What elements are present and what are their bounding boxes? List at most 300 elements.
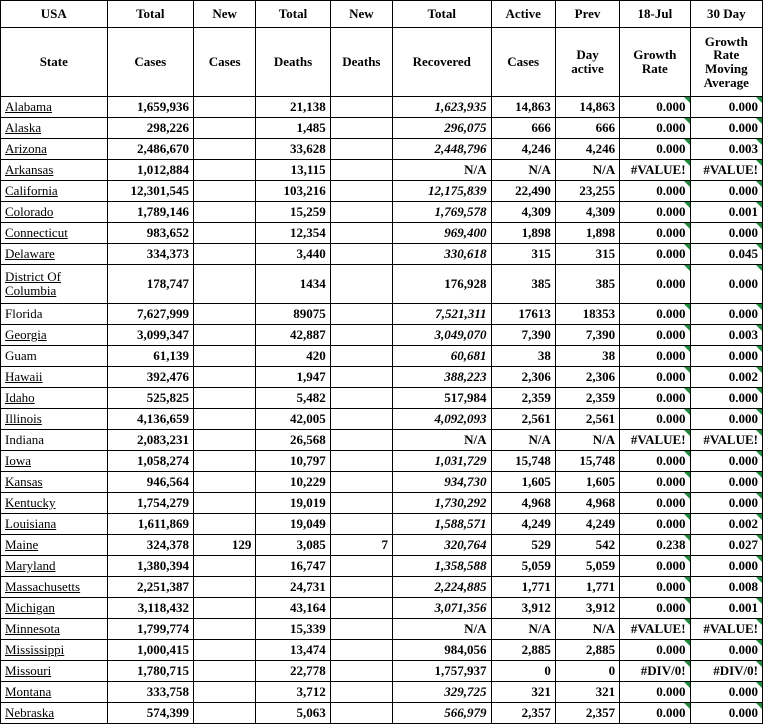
row-growth-rate[interactable]: 0.000 [620, 451, 690, 472]
row-growth-moving-avg[interactable]: 0.000 [690, 346, 762, 367]
row-growth-moving-avg[interactable]: 0.000 [690, 409, 762, 430]
row-recovered[interactable]: 1,769,578 [393, 202, 492, 223]
row-growth-rate[interactable]: 0.000 [620, 577, 690, 598]
row-total-deaths[interactable]: 10,229 [256, 472, 330, 493]
row-new-deaths[interactable] [330, 514, 392, 535]
row-total-cases[interactable]: 1,659,936 [107, 97, 193, 118]
row-total-cases[interactable]: 2,251,387 [107, 577, 193, 598]
row-recovered[interactable]: 296,075 [393, 118, 492, 139]
row-growth-moving-avg[interactable]: 0.000 [690, 451, 762, 472]
row-prev-day-active[interactable]: 4,249 [555, 514, 619, 535]
row-recovered[interactable]: 1,730,292 [393, 493, 492, 514]
row-prev-day-active[interactable]: 7,390 [555, 325, 619, 346]
row-growth-rate[interactable]: 0.000 [620, 367, 690, 388]
row-growth-rate[interactable]: 0.000 [620, 640, 690, 661]
table-row[interactable] [1, 409, 763, 430]
row-new-deaths[interactable] [330, 388, 392, 409]
row-total-cases[interactable]: 1,611,869 [107, 514, 193, 535]
row-new-cases[interactable] [194, 661, 256, 682]
row-total-deaths[interactable]: 16,747 [256, 556, 330, 577]
row-recovered[interactable]: 934,730 [393, 472, 492, 493]
row-prev-day-active[interactable]: 15,748 [555, 451, 619, 472]
row-total-deaths[interactable]: 15,259 [256, 202, 330, 223]
row-active-cases[interactable]: 7,390 [491, 325, 555, 346]
row-total-cases[interactable]: 12,301,545 [107, 181, 193, 202]
row-active-cases[interactable]: 1,605 [491, 472, 555, 493]
row-state-name[interactable] [1, 451, 108, 472]
row-total-cases[interactable]: 1,789,146 [107, 202, 193, 223]
row-growth-moving-avg[interactable]: #VALUE! [690, 430, 762, 451]
row-total-cases[interactable]: 178,747 [107, 265, 193, 304]
row-new-deaths[interactable] [330, 409, 392, 430]
row-growth-moving-avg[interactable]: 0.001 [690, 598, 762, 619]
row-new-deaths[interactable] [330, 346, 392, 367]
row-new-cases[interactable] [194, 223, 256, 244]
row-state-name[interactable] [1, 619, 108, 640]
row-new-cases[interactable] [194, 640, 256, 661]
row-prev-day-active[interactable]: 2,885 [555, 640, 619, 661]
row-new-cases[interactable] [194, 118, 256, 139]
row-new-cases[interactable] [194, 367, 256, 388]
row-total-deaths[interactable]: 42,005 [256, 409, 330, 430]
row-growth-moving-avg[interactable]: 0.003 [690, 139, 762, 160]
row-prev-day-active[interactable]: 1,605 [555, 472, 619, 493]
row-state-name[interactable] [1, 430, 108, 451]
row-total-cases[interactable]: 298,226 [107, 118, 193, 139]
row-recovered[interactable]: 388,223 [393, 367, 492, 388]
table-row[interactable] [1, 325, 763, 346]
row-growth-rate[interactable]: 0.000 [620, 325, 690, 346]
row-new-cases[interactable] [194, 451, 256, 472]
row-state-name[interactable] [1, 640, 108, 661]
row-recovered[interactable]: 517,984 [393, 388, 492, 409]
row-active-cases[interactable]: 315 [491, 244, 555, 265]
row-growth-moving-avg[interactable]: 0.000 [690, 682, 762, 703]
row-new-cases[interactable] [194, 202, 256, 223]
row-growth-moving-avg[interactable]: 0.000 [690, 388, 762, 409]
row-recovered[interactable]: 7,521,311 [393, 304, 492, 325]
row-prev-day-active[interactable]: 4,968 [555, 493, 619, 514]
row-new-cases[interactable] [194, 703, 256, 724]
row-prev-day-active[interactable]: 38 [555, 346, 619, 367]
row-growth-rate[interactable]: 0.000 [620, 556, 690, 577]
row-growth-moving-avg[interactable]: 0.000 [690, 181, 762, 202]
row-growth-rate[interactable]: 0.000 [620, 346, 690, 367]
row-new-cases[interactable] [194, 181, 256, 202]
row-prev-day-active[interactable]: 4,309 [555, 202, 619, 223]
row-recovered[interactable]: 1,358,588 [393, 556, 492, 577]
row-total-deaths[interactable]: 5,063 [256, 703, 330, 724]
row-total-deaths[interactable]: 43,164 [256, 598, 330, 619]
row-growth-moving-avg[interactable]: 0.000 [690, 556, 762, 577]
row-growth-moving-avg[interactable]: 0.002 [690, 514, 762, 535]
row-growth-rate[interactable]: 0.000 [620, 703, 690, 724]
row-prev-day-active[interactable]: 666 [555, 118, 619, 139]
row-total-cases[interactable]: 61,139 [107, 346, 193, 367]
row-prev-day-active[interactable]: 3,912 [555, 598, 619, 619]
row-state-name[interactable] [1, 223, 108, 244]
row-active-cases[interactable]: 321 [491, 682, 555, 703]
row-total-deaths[interactable]: 1,947 [256, 367, 330, 388]
row-total-cases[interactable]: 1,754,279 [107, 493, 193, 514]
table-row[interactable] [1, 472, 763, 493]
row-growth-rate[interactable]: 0.000 [620, 97, 690, 118]
row-prev-day-active[interactable]: 385 [555, 265, 619, 304]
row-prev-day-active[interactable]: 5,059 [555, 556, 619, 577]
row-growth-moving-avg[interactable]: 0.045 [690, 244, 762, 265]
row-new-cases[interactable] [194, 304, 256, 325]
row-active-cases[interactable]: N/A [491, 430, 555, 451]
row-recovered[interactable]: 1,588,571 [393, 514, 492, 535]
row-total-cases[interactable]: 2,486,670 [107, 139, 193, 160]
row-growth-moving-avg[interactable]: 0.002 [690, 367, 762, 388]
row-total-cases[interactable]: 334,373 [107, 244, 193, 265]
row-new-deaths[interactable] [330, 304, 392, 325]
row-total-cases[interactable]: 3,099,347 [107, 325, 193, 346]
row-recovered[interactable]: 2,224,885 [393, 577, 492, 598]
row-growth-moving-avg[interactable]: 0.000 [690, 265, 762, 304]
row-active-cases[interactable]: 4,249 [491, 514, 555, 535]
row-active-cases[interactable]: 2,885 [491, 640, 555, 661]
row-active-cases[interactable]: 2,359 [491, 388, 555, 409]
row-new-deaths[interactable] [330, 181, 392, 202]
row-total-deaths[interactable]: 22,778 [256, 661, 330, 682]
row-new-cases[interactable] [194, 160, 256, 181]
row-growth-moving-avg[interactable]: 0.000 [690, 472, 762, 493]
row-total-cases[interactable]: 3,118,432 [107, 598, 193, 619]
row-state-name[interactable] [1, 577, 108, 598]
table-row[interactable] [1, 493, 763, 514]
row-state-name[interactable] [1, 388, 108, 409]
row-prev-day-active[interactable]: 2,359 [555, 388, 619, 409]
row-growth-moving-avg[interactable]: #VALUE! [690, 160, 762, 181]
row-total-cases[interactable]: 1,012,884 [107, 160, 193, 181]
row-state-name[interactable] [1, 703, 108, 724]
row-new-cases[interactable]: 129 [194, 535, 256, 556]
row-recovered[interactable]: 60,681 [393, 346, 492, 367]
row-recovered[interactable]: 566,979 [393, 703, 492, 724]
row-total-deaths[interactable]: 13,115 [256, 160, 330, 181]
row-growth-moving-avg[interactable]: 0.027 [690, 535, 762, 556]
row-total-deaths[interactable]: 5,482 [256, 388, 330, 409]
row-new-cases[interactable] [194, 577, 256, 598]
row-total-deaths[interactable]: 19,019 [256, 493, 330, 514]
row-recovered[interactable]: 3,049,070 [393, 325, 492, 346]
row-active-cases[interactable]: N/A [491, 619, 555, 640]
row-state-name[interactable] [1, 514, 108, 535]
row-active-cases[interactable]: 15,748 [491, 451, 555, 472]
row-active-cases[interactable]: 2,561 [491, 409, 555, 430]
row-recovered[interactable]: 984,056 [393, 640, 492, 661]
row-new-cases[interactable] [194, 139, 256, 160]
row-prev-day-active[interactable]: N/A [555, 619, 619, 640]
table-row[interactable] [1, 181, 763, 202]
row-active-cases[interactable]: 4,968 [491, 493, 555, 514]
row-new-cases[interactable] [194, 97, 256, 118]
row-total-deaths[interactable]: 42,887 [256, 325, 330, 346]
row-growth-moving-avg[interactable]: 0.000 [690, 97, 762, 118]
row-new-deaths[interactable] [330, 598, 392, 619]
row-state-name[interactable] [1, 325, 108, 346]
row-recovered[interactable]: 969,400 [393, 223, 492, 244]
row-growth-rate[interactable]: 0.000 [620, 472, 690, 493]
row-prev-day-active[interactable]: 315 [555, 244, 619, 265]
row-new-deaths[interactable] [330, 244, 392, 265]
row-total-deaths[interactable]: 420 [256, 346, 330, 367]
row-prev-day-active[interactable]: N/A [555, 430, 619, 451]
row-total-deaths[interactable]: 12,354 [256, 223, 330, 244]
row-recovered[interactable]: 1,757,937 [393, 661, 492, 682]
row-total-deaths[interactable]: 1434 [256, 265, 330, 304]
row-growth-rate[interactable]: 0.000 [620, 304, 690, 325]
row-growth-rate[interactable]: 0.000 [620, 265, 690, 304]
row-total-cases[interactable]: 7,627,999 [107, 304, 193, 325]
row-total-cases[interactable]: 324,378 [107, 535, 193, 556]
row-new-deaths[interactable] [330, 619, 392, 640]
table-row[interactable] [1, 619, 763, 640]
row-recovered[interactable]: 1,623,935 [393, 97, 492, 118]
row-total-cases[interactable]: 946,564 [107, 472, 193, 493]
table-row[interactable] [1, 640, 763, 661]
table-row[interactable] [1, 223, 763, 244]
row-state-name[interactable] [1, 97, 108, 118]
row-state-name[interactable] [1, 472, 108, 493]
row-state-name[interactable] [1, 661, 108, 682]
row-growth-moving-avg[interactable]: 0.008 [690, 577, 762, 598]
row-new-cases[interactable] [194, 430, 256, 451]
row-recovered[interactable]: 329,725 [393, 682, 492, 703]
row-prev-day-active[interactable]: 18353 [555, 304, 619, 325]
row-growth-rate[interactable]: 0.000 [620, 514, 690, 535]
row-active-cases[interactable]: 385 [491, 265, 555, 304]
row-total-deaths[interactable]: 26,568 [256, 430, 330, 451]
row-new-cases[interactable] [194, 598, 256, 619]
row-state-name[interactable] [1, 598, 108, 619]
row-growth-moving-avg[interactable]: #DIV/0! [690, 661, 762, 682]
row-new-deaths[interactable] [330, 556, 392, 577]
row-state-name[interactable] [1, 304, 108, 325]
row-new-cases[interactable] [194, 493, 256, 514]
row-new-deaths[interactable] [330, 682, 392, 703]
table-row[interactable] [1, 661, 763, 682]
row-new-deaths[interactable] [330, 577, 392, 598]
row-recovered[interactable]: 176,928 [393, 265, 492, 304]
row-new-cases[interactable] [194, 619, 256, 640]
table-row[interactable] [1, 556, 763, 577]
row-total-cases[interactable]: 1,780,715 [107, 661, 193, 682]
row-total-deaths[interactable]: 10,797 [256, 451, 330, 472]
row-prev-day-active[interactable]: 23,255 [555, 181, 619, 202]
row-prev-day-active[interactable]: 542 [555, 535, 619, 556]
row-active-cases[interactable]: 5,059 [491, 556, 555, 577]
row-total-deaths[interactable]: 3,085 [256, 535, 330, 556]
row-new-cases[interactable] [194, 514, 256, 535]
row-total-cases[interactable]: 1,058,274 [107, 451, 193, 472]
table-row[interactable] [1, 304, 763, 325]
row-state-name[interactable] [1, 409, 108, 430]
row-active-cases[interactable]: 2,306 [491, 367, 555, 388]
table-row[interactable] [1, 139, 763, 160]
row-new-cases[interactable] [194, 472, 256, 493]
row-growth-moving-avg[interactable]: 0.000 [690, 703, 762, 724]
row-state-name[interactable] [1, 118, 108, 139]
table-row[interactable] [1, 682, 763, 703]
row-new-deaths[interactable] [330, 703, 392, 724]
row-growth-rate[interactable]: #VALUE! [620, 160, 690, 181]
row-prev-day-active[interactable]: 4,246 [555, 139, 619, 160]
row-state-name[interactable] [1, 202, 108, 223]
row-total-deaths[interactable]: 3,712 [256, 682, 330, 703]
row-new-deaths[interactable] [330, 472, 392, 493]
row-growth-moving-avg[interactable]: 0.000 [690, 223, 762, 244]
row-total-cases[interactable]: 525,825 [107, 388, 193, 409]
row-growth-rate[interactable]: 0.000 [620, 493, 690, 514]
row-recovered[interactable]: 3,071,356 [393, 598, 492, 619]
row-growth-rate[interactable]: #VALUE! [620, 430, 690, 451]
row-total-cases[interactable]: 4,136,659 [107, 409, 193, 430]
row-growth-rate[interactable]: 0.000 [620, 598, 690, 619]
row-prev-day-active[interactable]: 2,306 [555, 367, 619, 388]
row-state-name[interactable] [1, 367, 108, 388]
row-total-deaths[interactable]: 15,339 [256, 619, 330, 640]
row-active-cases[interactable]: N/A [491, 160, 555, 181]
row-recovered[interactable]: 2,448,796 [393, 139, 492, 160]
row-new-deaths[interactable] [330, 202, 392, 223]
row-active-cases[interactable]: 22,490 [491, 181, 555, 202]
row-total-cases[interactable]: 1,380,394 [107, 556, 193, 577]
row-recovered[interactable]: N/A [393, 619, 492, 640]
row-total-deaths[interactable]: 103,216 [256, 181, 330, 202]
row-active-cases[interactable]: 17613 [491, 304, 555, 325]
row-growth-moving-avg[interactable]: 0.001 [690, 202, 762, 223]
table-row[interactable] [1, 388, 763, 409]
row-growth-moving-avg[interactable]: 0.000 [690, 640, 762, 661]
row-total-cases[interactable]: 333,758 [107, 682, 193, 703]
row-new-deaths[interactable] [330, 493, 392, 514]
row-new-deaths[interactable]: 7 [330, 535, 392, 556]
table-row[interactable] [1, 535, 763, 556]
row-growth-rate[interactable]: 0.238 [620, 535, 690, 556]
row-prev-day-active[interactable]: 0 [555, 661, 619, 682]
row-growth-moving-avg[interactable]: 0.003 [690, 325, 762, 346]
row-active-cases[interactable]: 14,863 [491, 97, 555, 118]
row-state-name[interactable] [1, 682, 108, 703]
table-row[interactable] [1, 118, 763, 139]
row-new-deaths[interactable] [330, 223, 392, 244]
table-row[interactable] [1, 160, 763, 181]
row-total-cases[interactable]: 983,652 [107, 223, 193, 244]
row-new-deaths[interactable] [330, 367, 392, 388]
table-row[interactable] [1, 367, 763, 388]
table-row[interactable] [1, 430, 763, 451]
row-recovered[interactable]: 12,175,839 [393, 181, 492, 202]
row-prev-day-active[interactable]: 2,561 [555, 409, 619, 430]
row-active-cases[interactable]: 0 [491, 661, 555, 682]
row-new-deaths[interactable] [330, 97, 392, 118]
row-new-cases[interactable] [194, 556, 256, 577]
row-new-deaths[interactable] [330, 430, 392, 451]
table-row[interactable] [1, 451, 763, 472]
table-row[interactable] [1, 598, 763, 619]
row-total-deaths[interactable]: 24,731 [256, 577, 330, 598]
row-state-name[interactable] [1, 535, 108, 556]
row-total-cases[interactable]: 392,476 [107, 367, 193, 388]
row-prev-day-active[interactable]: 1,771 [555, 577, 619, 598]
table-row[interactable] [1, 346, 763, 367]
table-row[interactable] [1, 577, 763, 598]
row-total-deaths[interactable]: 19,049 [256, 514, 330, 535]
row-state-name[interactable] [1, 139, 108, 160]
row-total-cases[interactable]: 1,799,774 [107, 619, 193, 640]
row-active-cases[interactable]: 2,357 [491, 703, 555, 724]
row-new-deaths[interactable] [330, 118, 392, 139]
row-active-cases[interactable]: 4,246 [491, 139, 555, 160]
row-new-deaths[interactable] [330, 265, 392, 304]
row-new-deaths[interactable] [330, 451, 392, 472]
row-growth-moving-avg[interactable]: #VALUE! [690, 619, 762, 640]
row-recovered[interactable]: N/A [393, 160, 492, 181]
row-recovered[interactable]: 4,092,093 [393, 409, 492, 430]
row-new-cases[interactable] [194, 346, 256, 367]
row-active-cases[interactable]: 4,309 [491, 202, 555, 223]
table-row[interactable] [1, 97, 763, 118]
row-state-name[interactable] [1, 346, 108, 367]
row-total-deaths[interactable]: 89075 [256, 304, 330, 325]
row-recovered[interactable]: N/A [393, 430, 492, 451]
row-growth-rate[interactable]: 0.000 [620, 682, 690, 703]
row-growth-rate[interactable]: #VALUE! [620, 619, 690, 640]
row-total-deaths[interactable]: 1,485 [256, 118, 330, 139]
row-total-deaths[interactable]: 3,440 [256, 244, 330, 265]
row-state-name[interactable] [1, 181, 108, 202]
row-growth-rate[interactable]: 0.000 [620, 388, 690, 409]
row-state-name[interactable] [1, 160, 108, 181]
row-total-deaths[interactable]: 21,138 [256, 97, 330, 118]
row-prev-day-active[interactable]: 14,863 [555, 97, 619, 118]
row-growth-rate[interactable]: 0.000 [620, 118, 690, 139]
table-row[interactable] [1, 265, 763, 304]
row-total-cases[interactable]: 574,399 [107, 703, 193, 724]
row-growth-rate[interactable]: #DIV/0! [620, 661, 690, 682]
row-active-cases[interactable]: 1,898 [491, 223, 555, 244]
row-growth-moving-avg[interactable]: 0.000 [690, 118, 762, 139]
table-row[interactable] [1, 703, 763, 724]
row-prev-day-active[interactable]: N/A [555, 160, 619, 181]
row-total-cases[interactable]: 2,083,231 [107, 430, 193, 451]
row-active-cases[interactable]: 3,912 [491, 598, 555, 619]
row-prev-day-active[interactable]: 1,898 [555, 223, 619, 244]
row-new-deaths[interactable] [330, 139, 392, 160]
row-new-cases[interactable] [194, 265, 256, 304]
row-prev-day-active[interactable]: 2,357 [555, 703, 619, 724]
row-recovered[interactable]: 320,764 [393, 535, 492, 556]
row-new-cases[interactable] [194, 388, 256, 409]
row-total-deaths[interactable]: 33,628 [256, 139, 330, 160]
row-state-name[interactable] [1, 265, 108, 304]
row-new-cases[interactable] [194, 682, 256, 703]
row-new-deaths[interactable] [330, 640, 392, 661]
table-row[interactable] [1, 202, 763, 223]
row-active-cases[interactable]: 529 [491, 535, 555, 556]
table-row[interactable] [1, 244, 763, 265]
row-active-cases[interactable]: 1,771 [491, 577, 555, 598]
row-growth-rate[interactable]: 0.000 [620, 223, 690, 244]
row-growth-rate[interactable]: 0.000 [620, 181, 690, 202]
row-recovered[interactable]: 330,618 [393, 244, 492, 265]
row-active-cases[interactable]: 666 [491, 118, 555, 139]
row-new-deaths[interactable] [330, 661, 392, 682]
row-growth-rate[interactable]: 0.000 [620, 244, 690, 265]
